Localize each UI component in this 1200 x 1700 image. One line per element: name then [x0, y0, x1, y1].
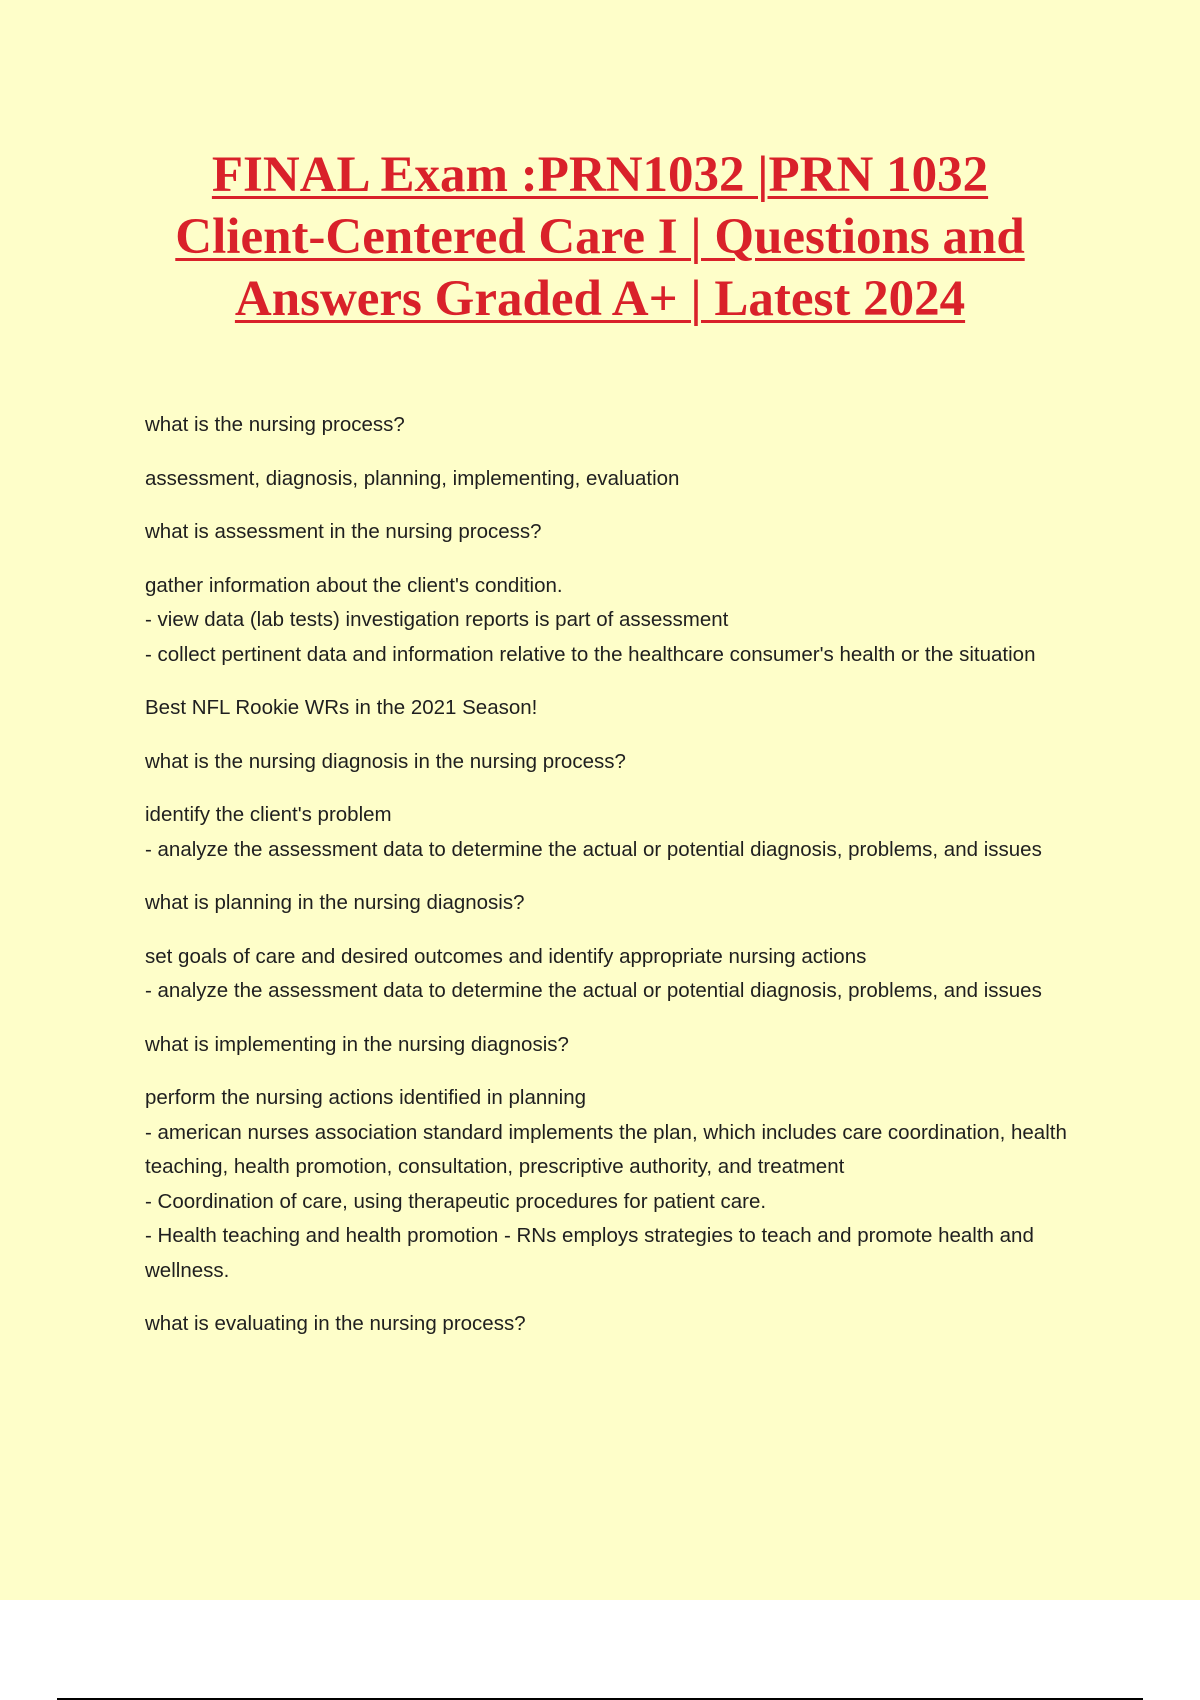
text-line: - Health teaching and health promotion - RNs employs strategies to teach and promote health and wellness.	[145, 1224, 1034, 1282]
title-line: Client-Centered Care I | Questions and	[175, 209, 1025, 265]
text-line: - american nurses association standard implements the plan, which includes care coordination, health teaching, health promotion, consultation, prescriptive authority, and treatment	[145, 1120, 1067, 1178]
answer-paragraph	[145, 1081, 1090, 1288]
title-line: Answers Graded A+ | Latest 2024	[234, 271, 966, 327]
text-paragraph	[145, 1307, 1090, 1342]
title-line: FINAL Exam :PRN1032 |PRN 1032	[211, 147, 989, 203]
text-line: perform the nursing actions identified in planning	[145, 1086, 587, 1109]
text-paragraph	[145, 515, 1090, 550]
text-line: what is planning in the nursing diagnosis?	[145, 891, 525, 914]
text-line: what is evaluating in the nursing process?	[145, 1312, 526, 1335]
text-line: - Coordination of care, using therapeutic procedures for patient care.	[145, 1189, 767, 1213]
text-line: identify the client's problem	[145, 803, 392, 826]
text-line: what is assessment in the nursing process?	[145, 520, 542, 543]
text-paragraph	[145, 691, 1090, 726]
text-paragraph	[145, 408, 1090, 443]
text-paragraph	[145, 886, 1090, 921]
document-body	[145, 408, 1090, 1361]
text-line: Best NFL Rookie WRs in the 2021 Season!	[145, 696, 538, 719]
text-paragraph	[145, 1028, 1090, 1063]
text-line: what is the nursing process?	[145, 413, 405, 436]
text-line: what is the nursing diagnosis in the nursing process?	[145, 749, 626, 773]
answer-paragraph	[145, 940, 1090, 1009]
document-title	[80, 144, 1120, 330]
text-paragraph	[145, 462, 1090, 497]
text-line: - view data (lab tests) investigation reports is part of assessment	[145, 608, 729, 631]
text-line: assessment, diagnosis, planning, implementing, evaluation	[145, 466, 680, 490]
answer-paragraph	[145, 569, 1090, 673]
text-line: gather information about the client's condition.	[145, 573, 563, 597]
text-line: what is implementing in the nursing diagnosis?	[145, 1032, 569, 1056]
text-paragraph	[145, 745, 1090, 780]
text-line: - analyze the assessment data to determine the actual or potential diagnosis, problems, and issues	[145, 837, 1042, 861]
answer-paragraph	[145, 798, 1090, 867]
text-line: - analyze the assessment data to determine the actual or potential diagnosis, problems, and issues	[145, 979, 1042, 1002]
text-line: - collect pertinent data and information relative to the healthcare consumer's health or the situation	[145, 642, 1036, 666]
text-line: set goals of care and desired outcomes and identify appropriate nursing actions	[145, 944, 867, 968]
